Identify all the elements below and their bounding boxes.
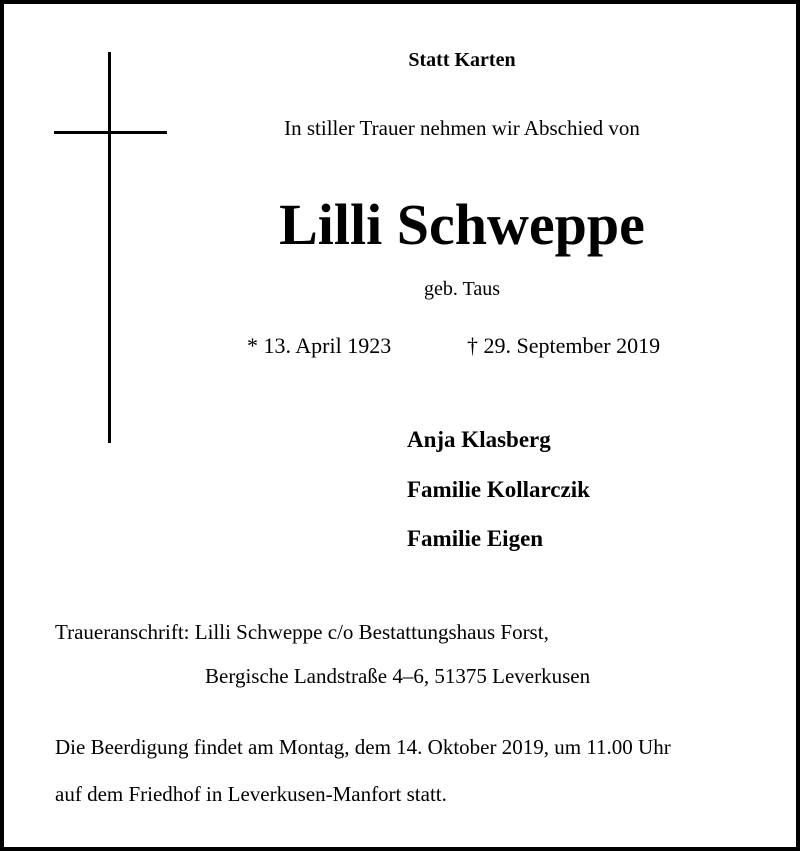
notice-header: Statt Karten [408, 49, 516, 71]
address-line-1: Traueranschrift: Lilli Schweppe c/o Bestattungshaus Forst, [55, 620, 549, 644]
funeral-line-1: Die Beerdigung findet am Montag, dem 14. Oktober 2019, um 11.00 Uhr [55, 735, 671, 759]
intro-text: In stiller Trauer nehmen wir Abschied von [284, 116, 640, 140]
deceased-name: Lilli Schweppe [279, 192, 645, 257]
funeral-line-2: auf dem Friedhof in Leverkusen-Manfort statt. [55, 782, 447, 806]
cross-vertical-bar [108, 52, 111, 443]
maiden-name: geb. Taus [424, 278, 500, 300]
mourner-item: Familie Eigen [407, 526, 544, 551]
mourner-item: Familie Kollarczik [407, 477, 590, 502]
cross-horizontal-bar [54, 131, 167, 134]
mourner-item: Anja Klasberg [407, 427, 551, 452]
address-line-2: Bergische Landstraße 4–6, 51375 Leverkusen [205, 664, 591, 688]
birth-date: * 13. April 1923 [247, 333, 392, 358]
death-date: † 29. September 2019 [467, 333, 661, 358]
